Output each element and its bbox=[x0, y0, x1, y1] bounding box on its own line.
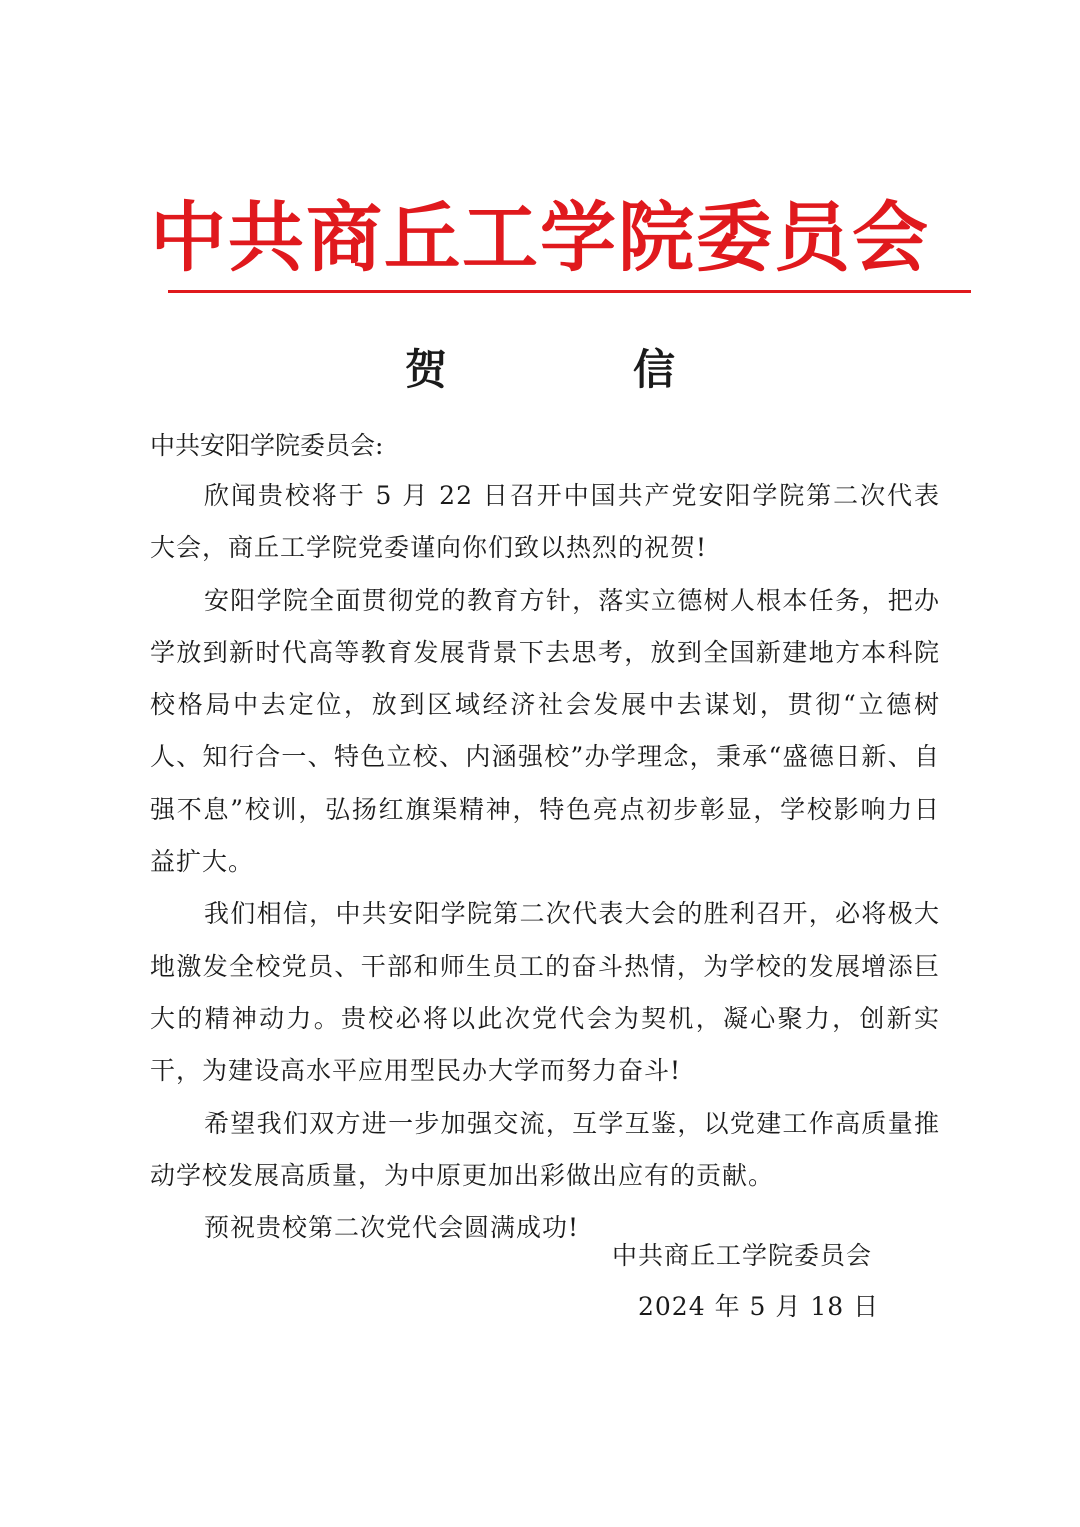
paragraph-achievements: 安阳学院全面贯彻党的教育方针，落实立德树人根本任务，把办学放到新时代高等教育发展背景下去思考，放到全国新建地方本科院校格局中去定位，放到区域经济社会发展中去谋划，贯彻“立德树人、知行合一、特色立校、内涵强校”办学理念，秉承“盛德日新、自强不息”校训，弘扬红旗渠精神，特色亮点初步彰显，学校影响力日益扩大。 bbox=[150, 585, 940, 877]
paragraph-wishes: 预祝贵校第二次党代会圆满成功! bbox=[204, 1213, 580, 1243]
salutation: 中共安阳学院委员会: bbox=[150, 431, 384, 460]
signature: 中共商丘工学院委员会 bbox=[612, 1241, 873, 1270]
paragraph-congratulations: 欣闻贵校将于 5 月 22 日召开中国共产党安阳学院第二次代表大会，商丘工学院党委谨向你们致以热烈的祝贺! bbox=[150, 481, 940, 563]
paragraph-confidence: 我们相信，中共安阳学院第二次代表大会的胜利召开，必将极大地激发全校党员、干部和师生员工的奋斗热情，为学校的发展增添巨大的精神动力。贵校必将以此次党代会为契机，凝心聚力，创新实干，为建设高水平应用型民办大学而努力奋斗! bbox=[150, 899, 940, 1086]
signature-date: 2024 年 5 月 18 日 bbox=[638, 1292, 880, 1321]
letterhead-title: 中共商丘工学院委员会 bbox=[150, 193, 930, 282]
letterhead-red-rule bbox=[168, 290, 971, 293]
document-title: 贺 信 bbox=[404, 345, 747, 394]
paragraph-cooperation: 希望我们双方进一步加强交流，互学互鉴，以党建工作高质量推动学校发展高质量，为中原更加出彩做出应有的贡献。 bbox=[150, 1108, 940, 1190]
letter-body bbox=[150, 470, 940, 1254]
